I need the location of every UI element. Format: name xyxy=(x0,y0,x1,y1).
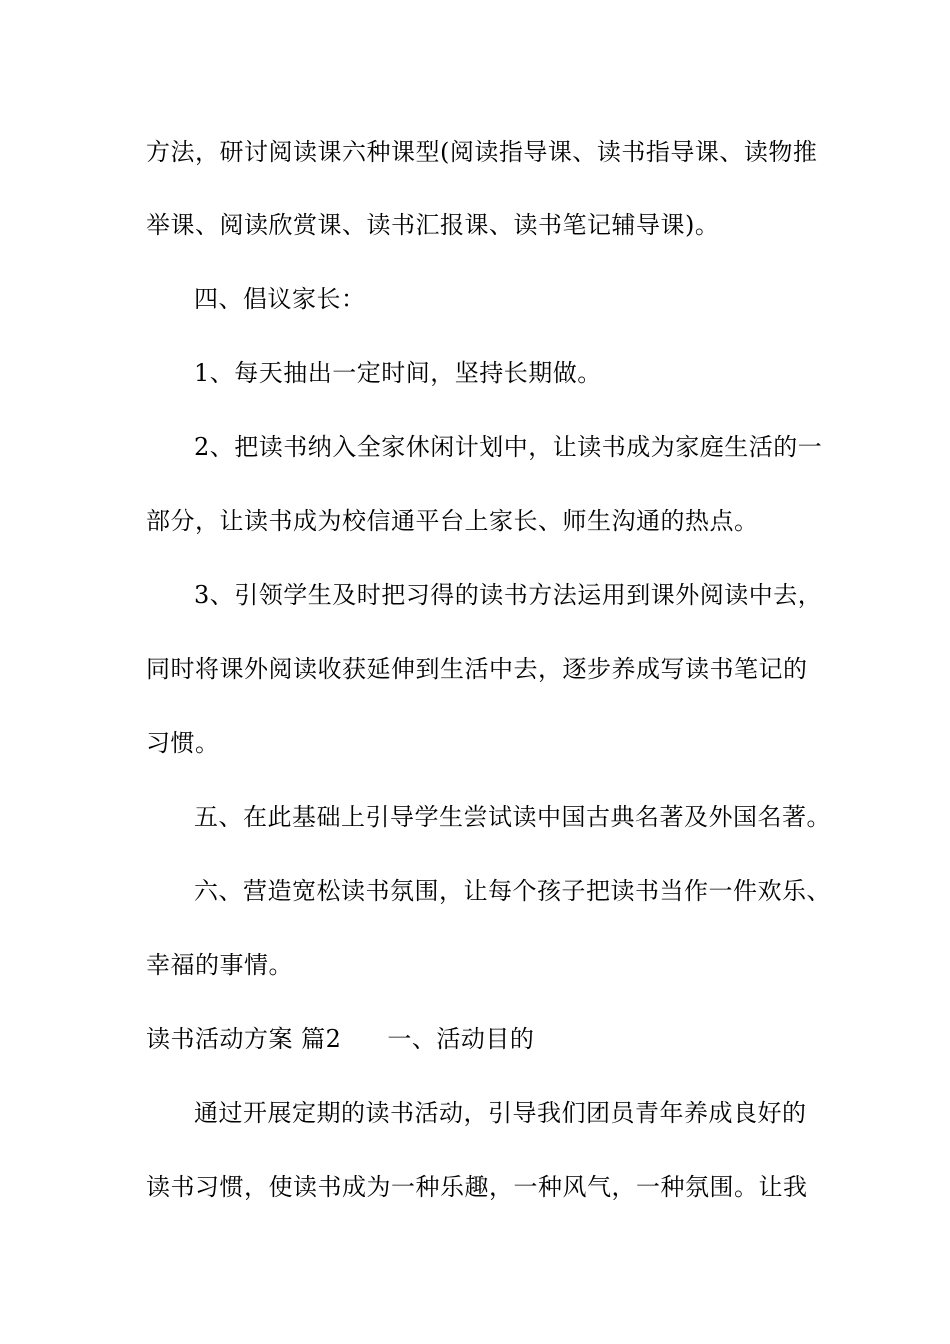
paragraph-line: 读书习惯，使读书成为一种乐趣，一种风气，一种氛围。让我 xyxy=(146,1173,808,1201)
list-item: 1、每天抽出一定时间，坚持长期做。 xyxy=(194,359,602,387)
paragraph-line: 幸福的事情。 xyxy=(146,951,293,979)
list-item: 3、引领学生及时把习得的读书方法运用到课外阅读中去， xyxy=(194,581,823,609)
paragraph-line: 部分，让读书成为校信通平台上家长、师生沟通的热点。 xyxy=(146,507,759,535)
paragraph-line: 同时将课外阅读收获延伸到生活中去，逐步养成写读书笔记的 xyxy=(146,655,808,683)
section-heading-parents: 四、倡议家长： xyxy=(194,285,366,313)
paragraph-line: 习惯。 xyxy=(146,729,220,757)
section-heading-six: 六、营造宽松读书氛围，让每个孩子把读书当作一件欢乐、 xyxy=(194,877,831,905)
section-heading-five: 五、在此基础上引导学生尝试读中国古典名著及外国名著。 xyxy=(194,803,831,831)
paragraph-line: 通过开展定期的读书活动，引导我们团员青年养成良好的 xyxy=(194,1099,807,1127)
paragraph-line: 方法，研讨阅读课六种课型(阅读指导课、读书指导课、读物推 xyxy=(146,138,818,166)
paragraph-line: 举课、阅读欣赏课、读书汇报课、读书笔记辅导课)。 xyxy=(146,211,720,239)
section-title-row xyxy=(146,1024,534,1054)
section-subtitle: 一、活动目的 xyxy=(387,1025,535,1053)
section-title: 读书活动方案 篇2 xyxy=(146,1025,342,1053)
list-item: 2、把读书纳入全家休闲计划中，让读书成为家庭生活的一 xyxy=(194,433,823,461)
